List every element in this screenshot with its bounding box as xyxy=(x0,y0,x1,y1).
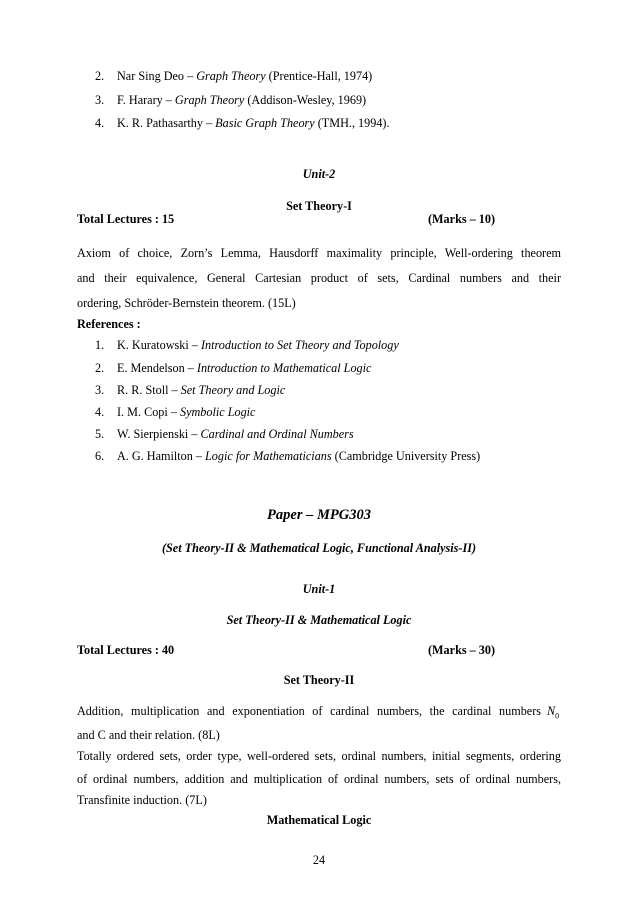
aleph-symbol: $N_0$ xyxy=(547,704,560,721)
unit1-p2-line-3: Transfinite induction. (7L) xyxy=(77,793,207,807)
unit2-ref-1: 1. K. Kuratowski – Introduction to Set Theory and Topology xyxy=(95,338,399,352)
paper-title: Paper – MPG303 xyxy=(267,507,371,523)
unit1-section-set-theory-ii: Set Theory-II xyxy=(283,673,355,687)
top-ref-3: 3. F. Harary – Graph Theory (Addison-Wesley, 1969) xyxy=(95,93,367,107)
unit2-ref-5: 5. W. Sierpienski – Cardinal and Ordinal Numbers xyxy=(95,427,354,441)
unit2-lecture-row xyxy=(77,211,561,227)
top-ref-4: 4. K. R. Pathasarthy – Basic Graph Theory (TMH., 1994). xyxy=(95,116,390,130)
unit2-para-line-3: ordering, Schröder-Bernstein theorem. (15L) xyxy=(77,296,296,310)
unit1-total-lectures: Total Lectures : 40 xyxy=(77,643,175,657)
unit1-p1-line-1: Addition, multiplication and exponentiation of cardinal numbers, the cardinal numbers $N_0$ xyxy=(77,703,561,719)
unit1-heading: Unit-1 xyxy=(302,582,336,596)
unit2-total-lectures: Total Lectures : 15 xyxy=(77,212,175,226)
unit1-p2-line-2: of ordinal numbers, addition and multiplication of ordinal numbers, sets of ordinal numbers, xyxy=(77,772,561,786)
unit2-ref-2: 2. E. Mendelson – Introduction to Mathematical Logic xyxy=(95,361,372,375)
unit1-p1-line-2: and C and their relation. (8L) xyxy=(77,728,220,742)
unit2-para-line-1: Axiom of choice, Zorn’s Lemma, Hausdorff maximality principle, Well-ordering theorem xyxy=(77,246,561,260)
paper-subtitle: (Set Theory-II & Mathematical Logic, Functional Analysis-II) xyxy=(161,541,477,555)
unit2-title: Set Theory-I xyxy=(286,199,352,213)
references-label: References : xyxy=(77,317,141,331)
unit2-marks: (Marks – 10) xyxy=(428,212,496,226)
unit2-ref-3: 3. R. R. Stoll – Set Theory and Logic xyxy=(95,383,286,397)
unit2-heading: Unit-2 xyxy=(302,167,336,181)
unit2-ref-6: 6. A. G. Hamilton – Logic for Mathematicians (Cambridge University Press) xyxy=(95,449,481,463)
unit1-p2-line-1: Totally ordered sets, order type, well-ordered sets, ordinal numbers, initial segments, ordering xyxy=(77,749,561,763)
unit2-ref-4: 4. I. M. Copi – Symbolic Logic xyxy=(95,405,256,419)
top-ref-2: 2. Nar Sing Deo – Graph Theory (Prentice-Hall, 1974) xyxy=(95,69,373,83)
unit2-para-line-2: and their equivalence, General Cartesian product of sets, Cardinal numbers and their xyxy=(77,271,561,285)
unit1-marks: (Marks – 30) xyxy=(428,643,496,657)
unit1-title: Set Theory-II & Mathematical Logic xyxy=(226,613,412,627)
unit1-section-mathematical-logic: Mathematical Logic xyxy=(266,813,372,827)
page-number: 24 xyxy=(312,853,326,867)
unit1-lecture-row xyxy=(77,642,561,658)
